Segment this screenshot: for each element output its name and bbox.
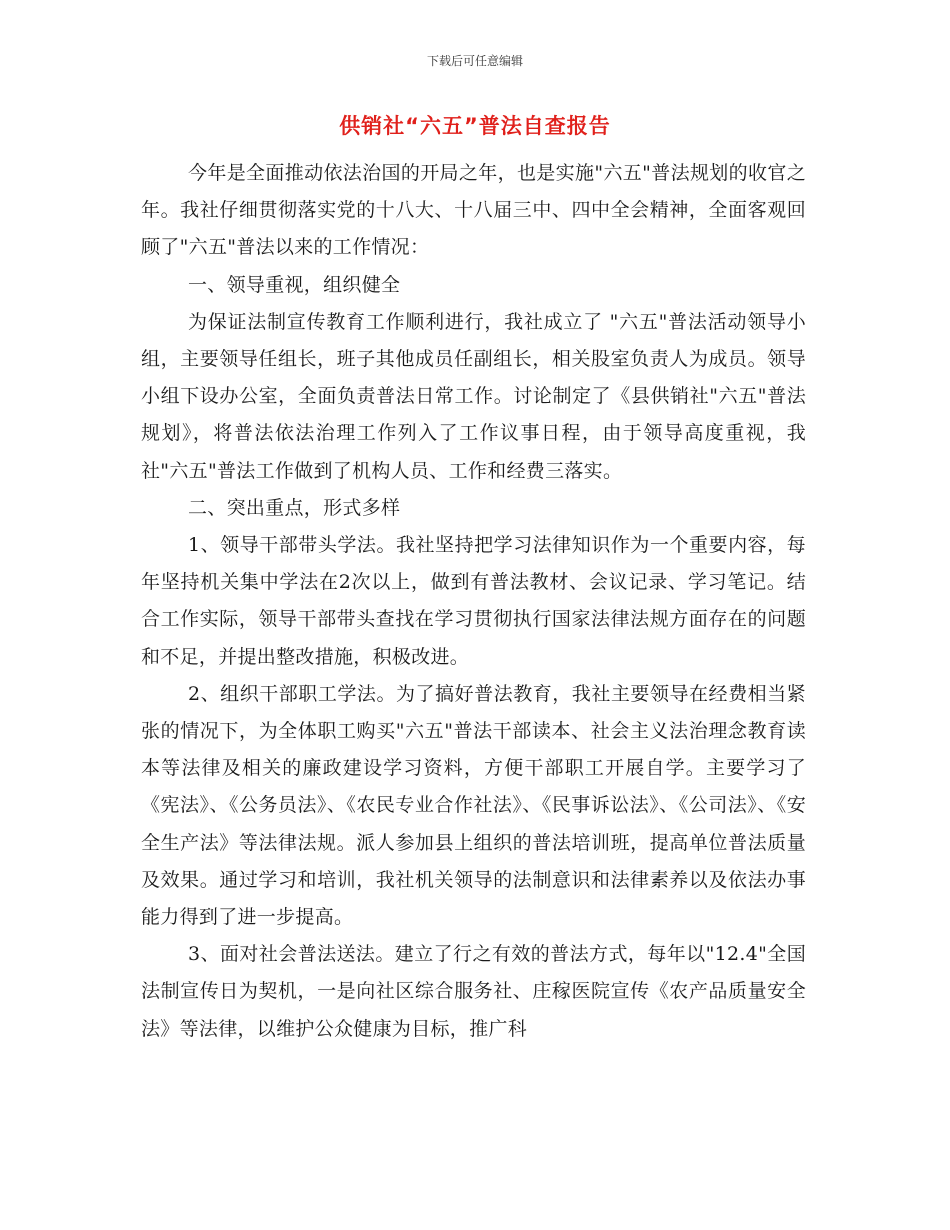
paragraph-item-2: 2、组织干部职工学法。为了搞好普法教育，我社主要领导在经费相当紧张的情况下，为全体职工购买"六五"普法干部读本、社会主义法治理念教育读本等法律及相关的廉政建设学习资料，方便干部职工开展自学。主要学习了《宪法》、《公务员法》、《农民专业合作社法》、《民事诉讼法》、《公司法》、《安全生产法》等法律法规。派人参加县上组织的普法培训班，提高单位普法质量及效果。通过学习和培训，我社机关领导的法制意识和法律素养以及依法办事能力得到了进一步提高。 bbox=[141, 682, 806, 929]
section-heading-1: 一、领导重视，组织健全 bbox=[188, 273, 401, 296]
page-header-note: 下载后可任意编辑 bbox=[426, 54, 523, 68]
paragraph-organization: 为保证法制宣传教育工作顺利进行，我社成立了 "六五"普法活动领导小组，主要领导任组长，班子其他成员任副组长，相关股室负责人为成员。领导小组下设办公室，全面负责普法日常工作。讨论制定了《县供销社"六五"普法规划》，将普法依法治理工作列入了工作议事日程，由于领导高度重视，我社"六五"普法工作做到了机构人员、工作和经费三落实。 bbox=[141, 310, 806, 482]
paragraph-item-1: 1、领导干部带头学法。我社坚持把学习法律知识作为一个重要内容，每年坚持机关集中学法在2次以上，做到有普法教材、会议记录、学习笔记。结合工作实际，领导干部带头查找在学习贯彻执行国家法律法规方面存在的问题和不足，并提出整改措施，积极改进。 bbox=[141, 534, 806, 668]
document-body bbox=[141, 155, 806, 1048]
section-heading-2: 二、突出重点，形式多样 bbox=[188, 496, 401, 519]
document-title: 供销社“六五”普法自查报告 bbox=[339, 114, 611, 138]
paragraph-intro: 今年是全面推动依法治国的开局之年，也是实施"六五"普法规划的收官之年。我社仔细贯彻落实党的十八大、十八届三中、四中全会精神，全面客观回顾了"六五"普法以来的工作情况： bbox=[141, 162, 806, 259]
paragraph-item-3: 3、面对社会普法送法。建立了行之有效的普法方式，每年以"12.4"全国法制宣传日为契机，一是向社区综合服务社、庄稼医院宣传《农产品质量安全法》等法律，以维护公众健康为目标，推广科 bbox=[141, 943, 806, 1040]
